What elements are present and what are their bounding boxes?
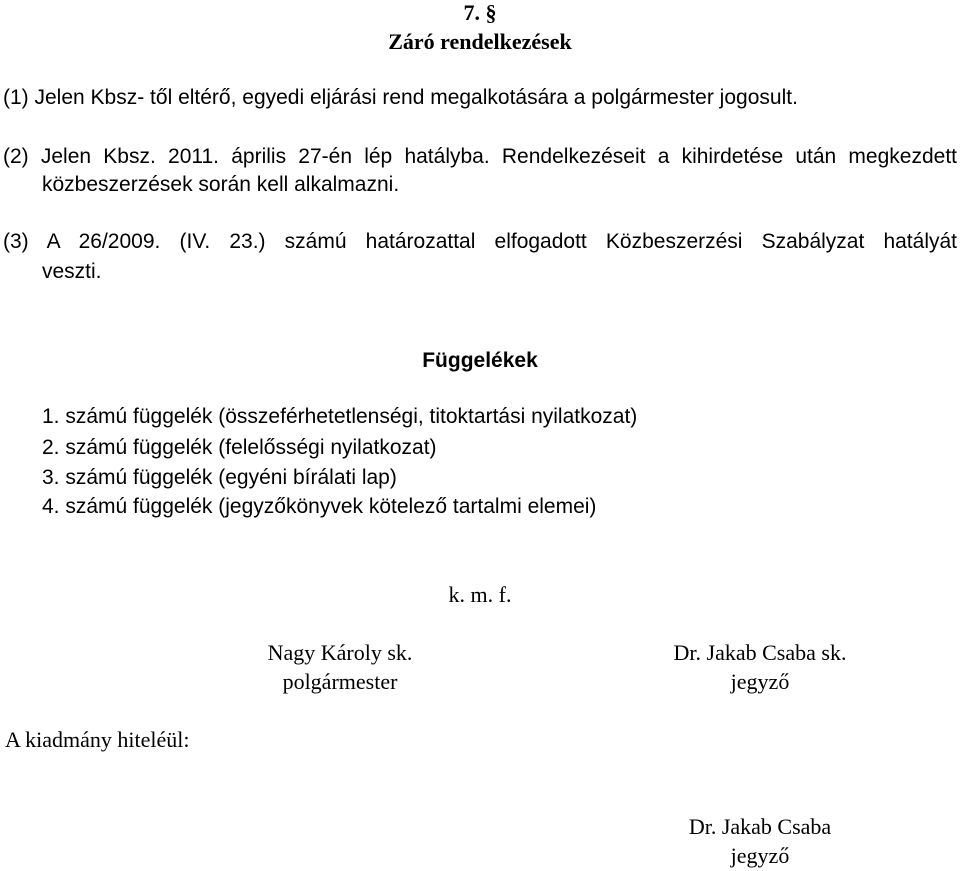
appendix-item: 2. számú függelék (felelősségi nyilatkozat): [42, 436, 437, 459]
paragraph-2-line-1: (2) Jelen Kbsz. 2011. április 27-én lép hatályba. Rendelkezéseit a kihirdetése után megkezdett: [3, 145, 957, 168]
notary-name: Dr. Jakab Csaba sk.: [673, 640, 847, 665]
section-title: Záró rendelkezések: [388, 29, 572, 54]
notary-title: jegyző: [730, 669, 790, 694]
auth-name: Dr. Jakab Csaba: [688, 814, 832, 839]
appendices-title: Függelékek: [422, 349, 538, 372]
paragraph-3-line-2: veszti.: [42, 260, 102, 283]
mayor-title: polgármester: [282, 669, 398, 694]
section-number: 7. §: [463, 0, 497, 25]
paragraph-1: (1) Jelen Kbsz- től eltérő, egyedi eljárási rend megalkotására a polgármester jogosult.: [3, 86, 798, 109]
appendix-item: 1. számú függelék (összeférhetetlenségi, titoktartási nyilatkozat): [42, 405, 638, 428]
appendix-item: 3. számú függelék (egyéni bírálati lap): [42, 466, 397, 489]
kmf-note: k. m. f.: [448, 582, 512, 607]
mayor-name: Nagy Károly sk.: [267, 640, 413, 665]
authentication-label: A kiadmány hiteléül:: [5, 727, 190, 752]
paragraph-2-line-2: közbeszerzések során kell alkalmazni.: [42, 173, 400, 196]
auth-title: jegyző: [730, 843, 790, 868]
appendix-item: 4. számú függelék (jegyzőkönyvek kötelező tartalmi elemei): [42, 495, 597, 518]
paragraph-3-line-1: (3) A 26/2009. (IV. 23.) számú határozattal elfogadott Közbeszerzési Szabályzat hatályát: [3, 230, 957, 253]
